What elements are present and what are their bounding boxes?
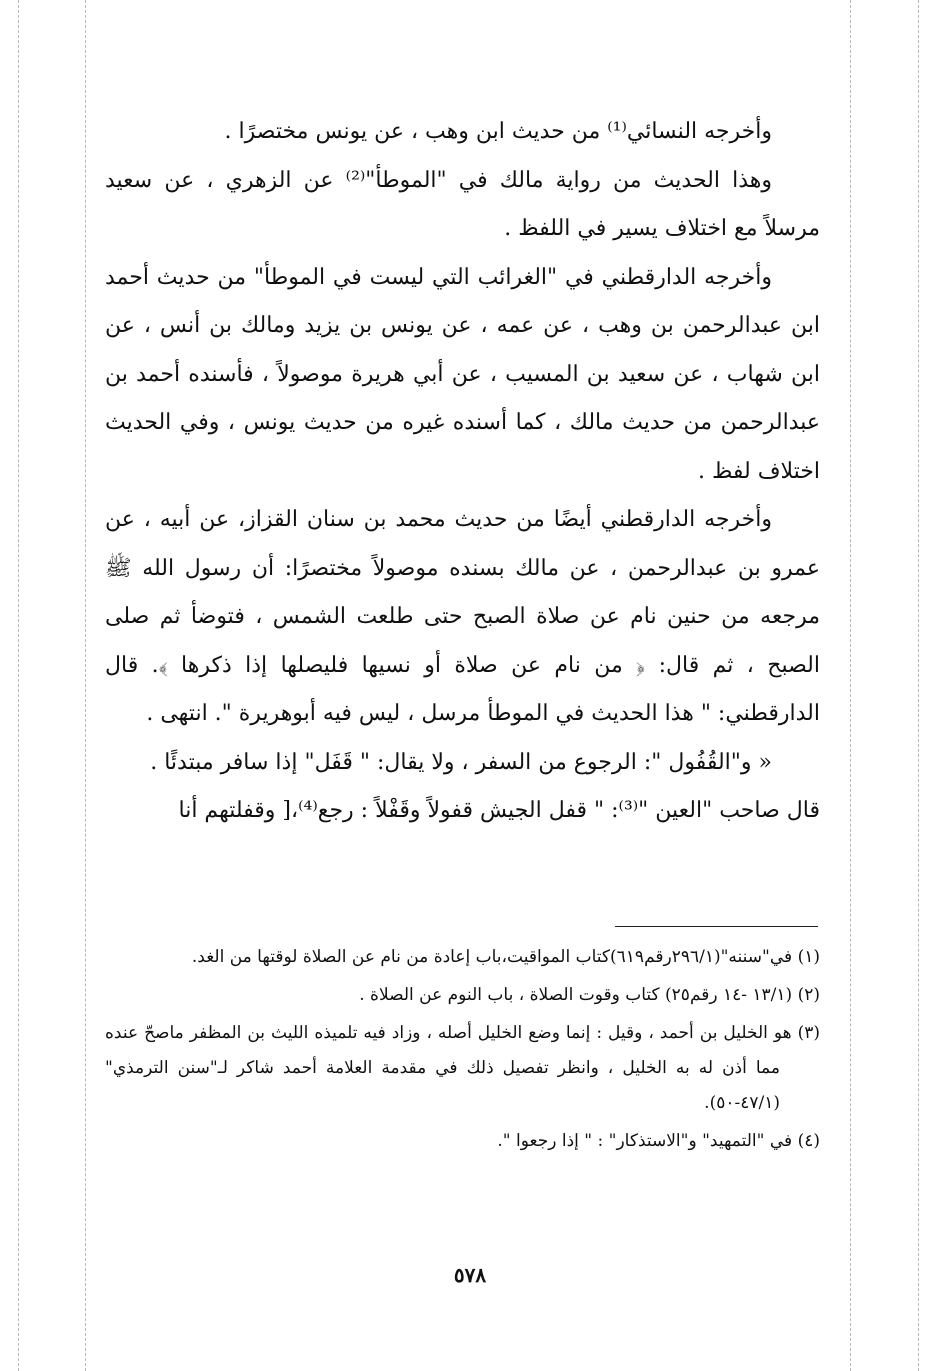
footnote: (٢) (١٣/١ -١٤ رقم٢٥) كتاب وقوت الصلاة ، باب النوم عن الصلاة . — [359, 985, 820, 1005]
paragraph: قال صاحب "العين "⁽³⁾: " قفل الجيش قفولاً وقَفْلاً : رجع⁽⁴⁾،[ وقفلتهم أنا — [178, 798, 820, 823]
paragraph: وأخرجه الدارقطني أيضًا من حديث محمد بن سنان القزاز، عن أبيه ، عن عمرو بن عبدالرحمن ، عن مالك بسنده موصولاً مختصرًا: أن رسول الله ﷺ مرجعه من حنين نام عن صلاة الصبح حتى طلعت الشمس ، فتوضأ ثم صلى الصبح ، ثم قال: ﴿ من نام عن صلاة أو نسيها فليصلها إذا ذكرها ﴾. قال الدارقطني: " هذا الحديث في الموطأ مرسل ، ليس فيه أبوهريرة ". انتهى . — [105, 507, 820, 726]
paragraph: وأخرجه الدارقطني في "الغرائب التي ليست في الموطأ" من حديث أحمد ابن عبدالرحمن بن وهب ، عن عمه ، عن يونس بن يزيد ومالك بن أنس ، عن ابن شهاب ، عن سعيد بن المسيب ، عن أبي هريرة موصولاً ، فأسنده أحمد بن عبدالرحمن من حديث مالك ، كما أسنده غيره من حديث يونس ، وفي الحديث اختلاف لفظ . — [105, 264, 821, 484]
footnotes — [105, 940, 820, 1162]
scan-guide-line — [850, 0, 851, 1371]
footnote: (١) في"سننه"(٢٩٦/١رقم٦١٩)كتاب المواقيت،باب إعادة من نام عن الصلاة لوقتها من الغد. — [191, 947, 820, 967]
footnote: (٤) في "التمهيد" و"الاستذكار" : " إذا رجعوا ". — [497, 1131, 820, 1151]
footnote-divider — [615, 926, 818, 927]
scan-guide-line — [85, 0, 86, 1371]
page-number: ٥٧٨ — [453, 1263, 487, 1287]
scan-guide-line — [18, 0, 19, 1371]
scan-guide-line — [918, 0, 919, 1371]
main-text — [105, 108, 820, 836]
footnote: (٣) هو الخليل بن أحمد ، وقيل : إنما وضع الخليل أصله ، وزاد فيه تلميذه الليث بن المظفر ماصحّ عنده مما أذن له به الخليل ، وانظر تفصيل ذلك في مقدمة العلامة أحمد شاكر لـ"سنن الترمذي" (٤٧/١-٥٠). — [105, 1023, 820, 1113]
paragraph: وأخرجه النسائي⁽¹⁾ من حديث ابن وهب ، عن يونس مختصرًا . — [224, 119, 772, 144]
paragraph: « و"القُفُول ": الرجوع من السفر ، ولا يقال: " قَفَل" إذا سافر مبتدئًا . — [150, 749, 772, 775]
paragraph: وهذا الحديث من رواية مالك في "الموطأ"⁽²⁾ عن الزهري ، عن سعيد مرسلاً مع اختلاف يسير في اللفظ . — [105, 167, 820, 241]
